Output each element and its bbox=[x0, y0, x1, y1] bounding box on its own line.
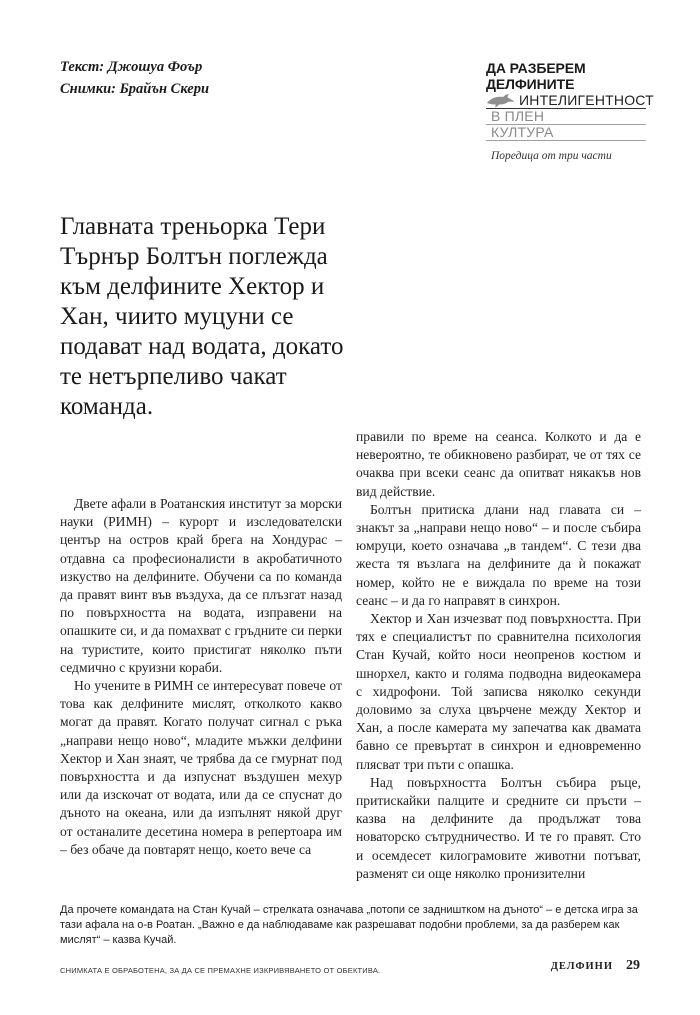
body-paragraph: Но учените в РИМН се интересуват повече от това как делфините мислят, отколкото какво могат да правят. Когато получат сигнал с ръка „направи нещо ново“, младите мъжки делфини Хектор и Хан знаят, че трябва да се гмурнат под повърхността и да изпуснат въздушен мехур или да изскочат от водата, или да се спуснат до дъното на океана, или да изпълнят някой друг от останалите десетина номера в репертоара им – без обаче да повтарят нещо, което вече са bbox=[60, 678, 342, 857]
text-credit: Текст: Джошуа Фоър bbox=[60, 59, 203, 75]
series-title-line-1: ДА РАЗБЕРЕМ bbox=[486, 60, 586, 76]
series-part-3: КУЛТУРА bbox=[486, 125, 646, 141]
lead-paragraph: Главната треньорка Тери Търнър Болтън поглежда към делфините Хектор и Хан, чиито муцуни се подават над водата, докато те нетърпеливо чакат команда. bbox=[60, 213, 344, 420]
photo-credit: Снимки: Брайън Скери bbox=[60, 81, 210, 97]
body-paragraph: правили по време на сеанса. Колкото и да е невероятно, те обикновено разбират, че от тях се очаква при всеки сеанс да опитват някакъв нов вид действие. bbox=[356, 429, 641, 499]
author-credits bbox=[60, 56, 209, 100]
series-part-1: ИНТЕЛИГЕНТНОСТ bbox=[519, 92, 654, 108]
body-paragraph: Над повърхността Болтън събира ръце, притискайки палците и средните си пръсти – казва на делфините да продължат това новаторско сътрудничество. И те го правят. Сто и осемдесет килограмовите животни потъват, разменят си още няколко пронизителни bbox=[356, 774, 641, 881]
page-number: 29 bbox=[626, 958, 640, 973]
series-title-line-2: ДЕЛФИНИТЕ bbox=[486, 76, 575, 92]
body-column-left bbox=[60, 495, 342, 859]
body-paragraph: Болтън притиска длани над главата си – знакът за „направи нещо ново“ – и после събира юмруци, което означава „в тандем“. С тези два жеста тя възлага на делфините да ѝ покажат номер, който не е виждала по време на този сеанс – и да го направят в синхрон. bbox=[356, 501, 641, 608]
dolphin-icon bbox=[486, 92, 516, 108]
body-paragraph: Двете афали в Роатанския институт за морски науки (РИМН) – курорт и изследователски център на остров край брега на Хондурас – отдавна са професионалисти в акробатичното изкуство на делфините. Обучени са по команда да правят винт във въздуха, да се плъзгат назад по повърхността на водата, изправени на опашките си, и да помахват с гръдните си перки на туристите, които пристигат няколко пъти седмично с круизни кораби. bbox=[60, 496, 342, 675]
body-paragraph: Хектор и Хан изчезват под повърхността. При тях е специалистът по сравнителна психология Стан Кучай, който носи неопренов костюм и шнорхел, както и голяма подводна видеокамера с хидрофони. Той записва няколко секунди доловимо за слуха цвърчене между Хектор и Хан, а после камерата му запечатва как двамата бавно се превъртат в синхрон и едновременно плясват три пъти с опашка. bbox=[356, 611, 641, 772]
photo-caption: Да прочете командата на Стан Кучай – стрелката означава „потопи се задништком на дъното“ – е детска игра за тази афала на о-в Роатан. „Важно е да наблюдаваме как разрешават подобни проблеми, за да разберем как мислят“ – казва Кучай. bbox=[60, 904, 638, 946]
series-part-2: В ПЛЕН bbox=[486, 109, 646, 125]
section-name: ДЕЛФИНИ bbox=[550, 961, 613, 972]
series-box bbox=[486, 60, 654, 162]
series-part-1-row bbox=[486, 92, 654, 109]
photo-processing-note: СНИМКАТА Е ОБРАБОТЕНА, ЗА ДА СЕ ПРЕМАХНЕ ИЗКРИВЯВАНЕТО ОТ ОБЕКТИВА. bbox=[60, 966, 381, 975]
body-column-right bbox=[356, 428, 641, 883]
series-note: Поредица от три части bbox=[491, 150, 612, 162]
